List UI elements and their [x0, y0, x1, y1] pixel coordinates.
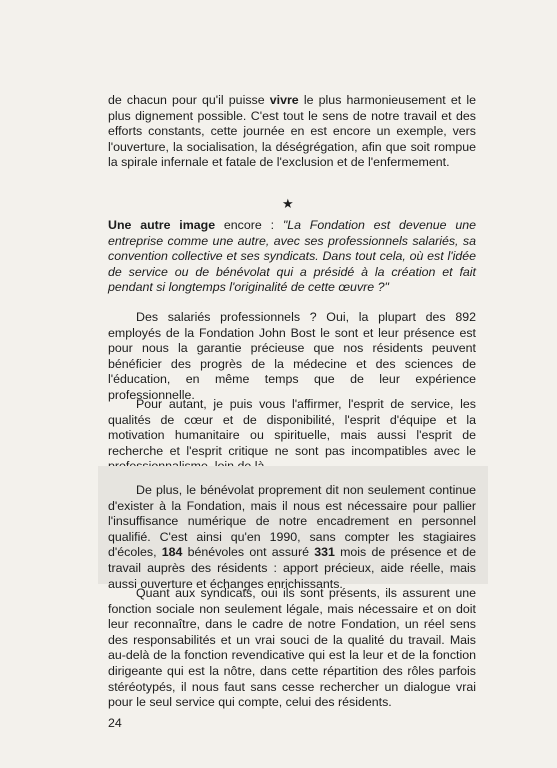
paragraph-text: Quant aux syndicats, oui ils sont présents, ils assurent une fonction sociale non seulement légale, mais nécessaire et on doit leur reconnaître, dans le cadre de notre Fondation, un réel sens des responsabilités et un vrai souci de la qualité du travail. Mais au-delà de la fonction revendicative qui est la leur et de la fonction dirigeante qui est la nôtre, dans cette répartition des rôles parfois stéréotypés, il nous faut sans cesse rechercher un dialogue vrai pour le seul service qui compte, celui des résidents. — [108, 586, 476, 710]
paragraph-esprit-service — [108, 397, 476, 475]
text: encore : — [215, 218, 283, 232]
paragraph-benevolat — [108, 483, 476, 592]
paragraph-text: Des salariés professionnels ? Oui, la plupart des 892 employés de la Fondation John Bost le sont et leur présence est pour nous la garantie précieuse que nos résidents peuvent bénéficier des progrès de la médecine et des sciences de l'éducation, en même temps que de leur expérience professionnelle. — [108, 310, 476, 402]
paragraph-text: Pour autant, je puis vous l'affirmer, l'esprit de service, les qualités de cœur et de disponibilité, l'esprit d'équipe et la motivation humanitaire ou spirituelle, mais aussi l'esprit de recherche et l'esprit critique ne sont pas incompatibles avec le — [108, 397, 476, 458]
page-number: 24 — [108, 716, 122, 730]
text: le plus harmonieusement et le plus dignement possible. C'est tout le sens de notre travail et des efforts constants, cette journée en est encore un exemple, vers l'ouverture, la socialisation, la déségrégation, afin que soit rompue la spirale infernale et fatale de l'exclusion et de l'enfermement. — [108, 93, 476, 170]
star-separator-icon: ★ — [282, 196, 294, 211]
emphasis-vivre: vivre — [269, 93, 299, 107]
paragraph-syndicats — [108, 586, 476, 711]
text: bénévoles ont assuré — [182, 545, 315, 560]
number-331: 331 — [314, 545, 335, 560]
paragraph-salaries — [108, 310, 476, 404]
paragraph-quote — [108, 218, 476, 296]
heading-une-autre-image: Une autre image — [108, 218, 216, 232]
text: mois de présence et de travail auprès des résidents : apport précieux, aide réelle, mais aussi ouverture et échanges enrichissants. — [108, 545, 476, 591]
paragraph-intro — [108, 93, 476, 171]
text: De plus, le bénévolat proprement dit non seulement continue d'exister à la Fondation, mais il nous est nécessaire pour pallier l'insuffisance numérique de notre encadrement en personnel qualifié. C'est ainsi qu'en 1990, sans compter les stagiaires d'écoles, — [108, 483, 476, 560]
quote-text: "La Fondation est devenue une entreprise comme une autre, avec ses professionnels salariés, sa convention collective et ses syndicats. Dans tout cela, où est l'idée de service ou de bénévolat qui a présidé à la création et fait pendant si longtemps l'originalité de cette œuvre ?" — [108, 218, 477, 295]
number-184: 184 — [161, 545, 183, 560]
text: de chacun pour qu'il puisse — [108, 93, 270, 107]
